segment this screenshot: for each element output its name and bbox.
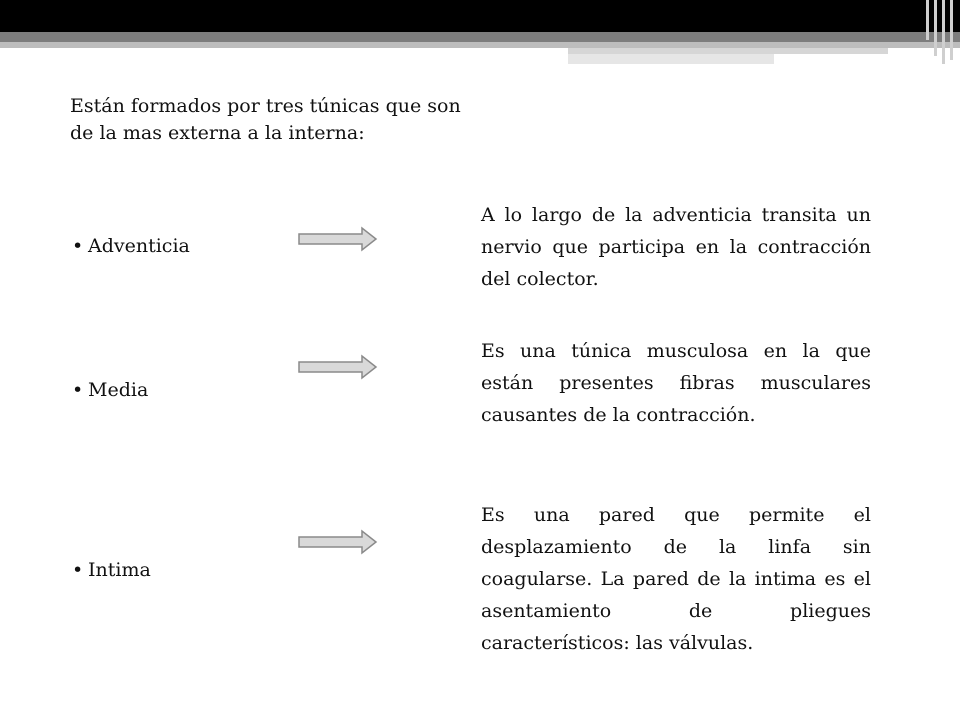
right-arrow-icon xyxy=(298,529,378,555)
bullet-item-intima xyxy=(72,557,151,584)
description-intima: Es una pared que permite el desplazamiento de la linfa sin coagularse. La pared de la intima es el asentamiento de pliegues característicos: las válvulas. xyxy=(481,504,871,654)
description-media: Es una túnica musculosa en la que están presentes fibras musculares causantes de la contracción. xyxy=(481,340,871,426)
right-arrow-icon xyxy=(298,226,378,252)
header-vertical-lines xyxy=(922,0,960,64)
bullet-item-adventicia xyxy=(72,233,190,260)
right-arrow-icon xyxy=(298,354,378,380)
bullet-label: Intima xyxy=(88,559,151,581)
bullet-marker: • xyxy=(72,559,84,581)
description-adventicia: A lo largo de la adventicia transita un nervio que participa en la contracción del colector. xyxy=(481,204,871,290)
header-bar xyxy=(0,0,960,32)
header-stripe xyxy=(0,32,960,42)
bullet-label: Media xyxy=(88,379,149,401)
bullet-marker: • xyxy=(72,379,84,401)
header-step-small xyxy=(568,54,774,64)
bullet-marker: • xyxy=(72,235,84,257)
intro-text: Están formados por tres túnicas que son de la mas externa a la interna: xyxy=(70,95,461,144)
bullet-label: Adventicia xyxy=(88,235,190,257)
bullet-item-media xyxy=(72,377,148,404)
